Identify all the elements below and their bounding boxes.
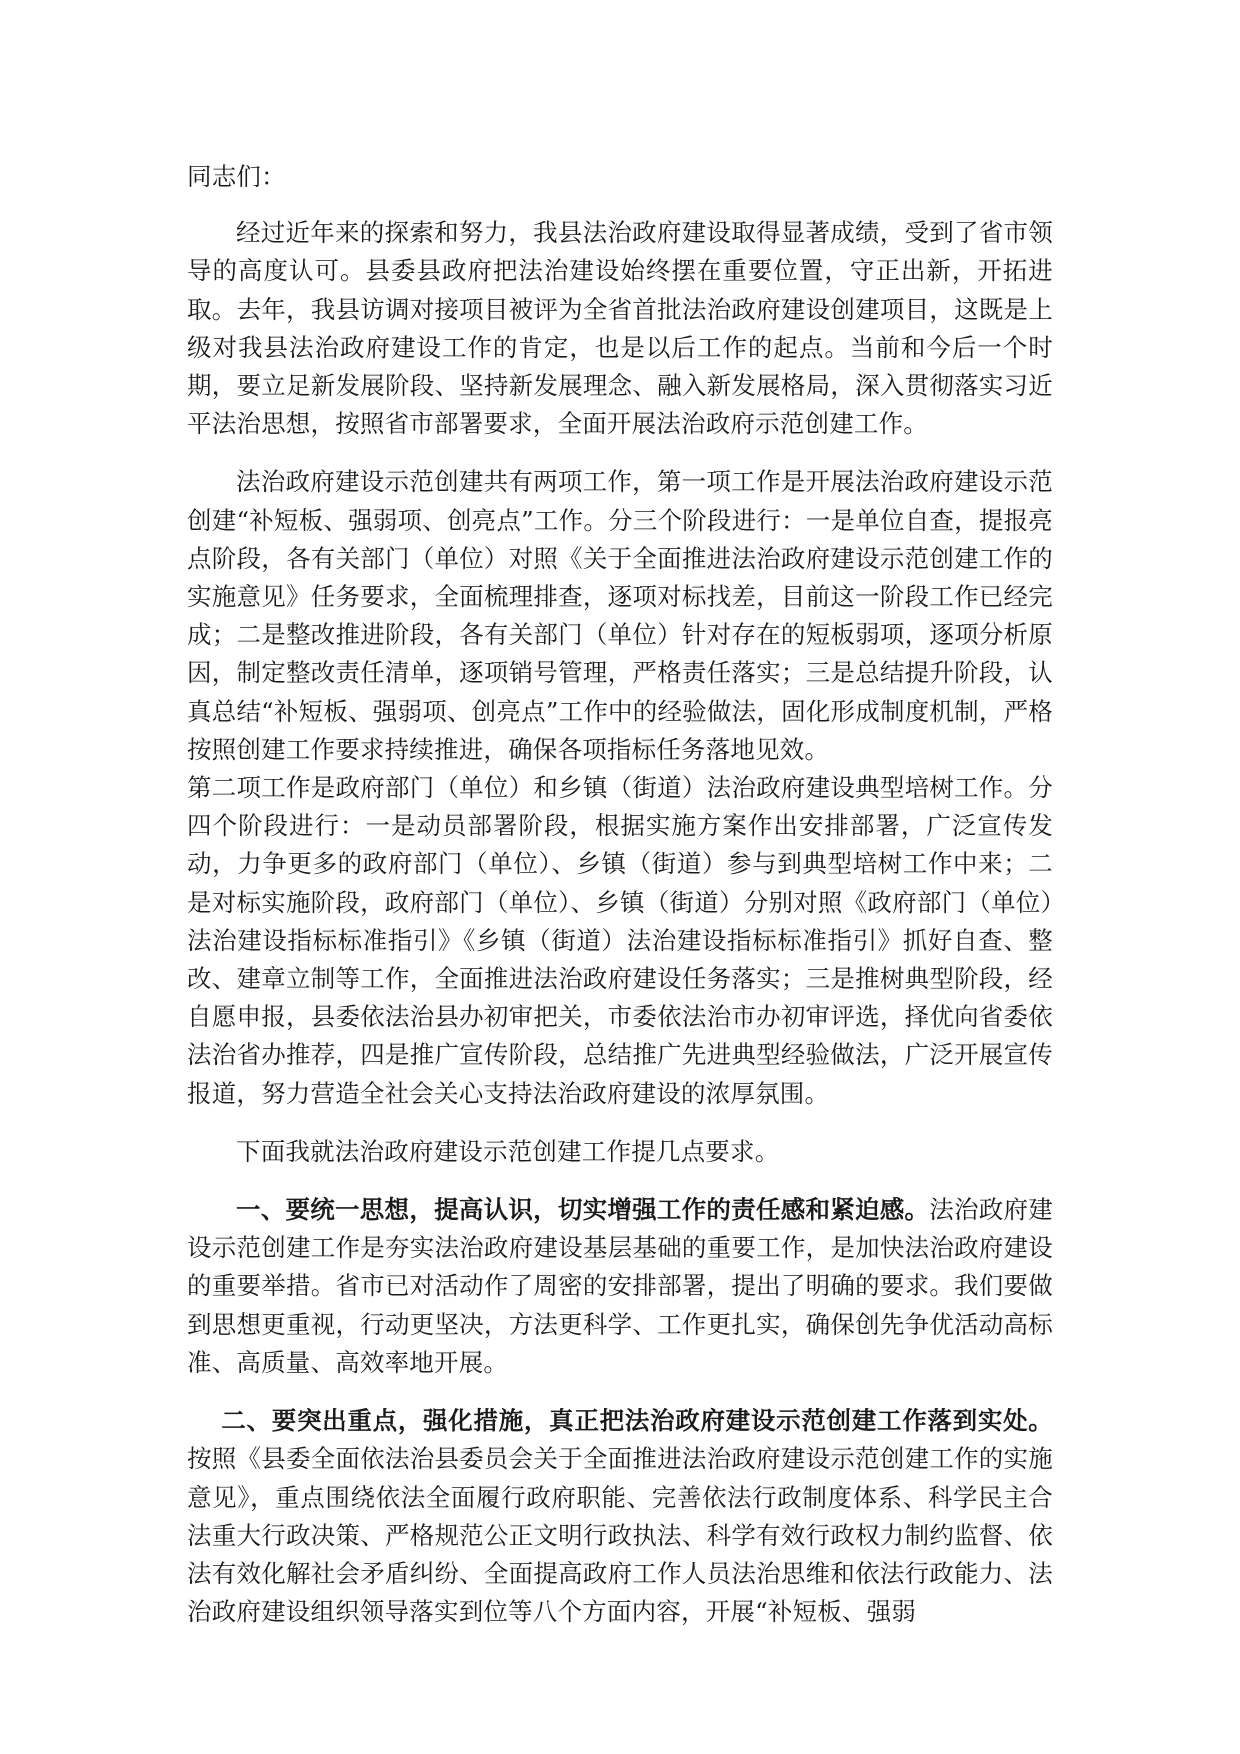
paragraph-text: 法治政府建设示范创建共有两项工作，第一项工作是开展法治政府建设示范创建“补短板、强弱项、创亮点”工作。分三个阶段进行：一是单位自查，提报亮点阶段，各有关部门（单位）对照《关于全面推进法治政府建设示范创建工作的实施意见》任务要求，全面梳理排查，逐项对标找差，目前这一阶段工作已经完成；二是整改推进阶段，各有关部门（单位）针对存在的短板弱项，逐项分析原因，制定整改责任清单，逐项销号管理，严格责任落实；三是总结提升阶段，认真总结“补短板、强弱项、创亮点”工作中的经验做法，固化形成制度机制，严格按照创建工作要求持续推进，确保各项指标任务落地见效。 (187, 467, 1053, 764)
paragraph-requirements-intro (187, 1133, 1053, 1171)
document-page (187, 158, 1053, 1631)
paragraph-text: 下面我就法治政府建设示范创建工作提几点要求。 (236, 1136, 780, 1166)
section-heading: 二、要突出重点，强化措施，真正把法治政府建设示范创建工作落到实处。 (221, 1406, 1053, 1436)
paragraph-text: 经过近年来的探索和努力，我县法治政府建设取得显著成绩，受到了省市领导的高度认可。县委县政府把法治建设始终摆在重要位置，守正出新，开拓进取。去年，我县访调对接项目被评为全省首批法治政府建设创建项目，这既是上级对我县法治政府建设工作的肯定，也是以后工作的起点。当前和今后一个时期，要立足新发展阶段、坚持新发展理念、融入新发展格局，深入贯彻落实习近平法治思想，按照省市部署要求，全面开展法治政府示范创建工作。 (187, 218, 1053, 439)
paragraph-second-task (187, 769, 1053, 1113)
paragraph-text: 法治政府建设示范创建工作是夯实法治政府建设基层基础的重要工作，是加快法治政府建设的重要举措。省市已对活动作了周密的安排部署，提出了明确的要求。我们要做到思想更重视，行动更坚决，方法更科学、工作更扎实，确保创先争优活动高标准、高质量、高效率地开展。 (187, 1195, 1054, 1377)
salutation: 同志们： (187, 162, 286, 191)
paragraph-intro (187, 214, 1053, 443)
paragraph-text: 按照《县委全面依法治县委员会关于全面推进法治政府建设示范创建工作的实施意见》，重点围绕依法全面履行政府职能、完善依法行政制度体系、科学民主合法重大行政决策、严格规范公正文明行政执法、科学有效行政权力制约监督、依法有效化解社会矛盾纠纷、全面提高政府工作人员法治思维和依法行政能力、法治政府建设组织领导落实到位等八个方面内容，开展“补短板、强弱 (187, 1444, 1053, 1627)
section-heading: 一、要统一思想，提高认识，切实增强工作的责任感和紧迫感。 (236, 1195, 930, 1225)
paragraph-text: 第二项工作是政府部门（单位）和乡镇（街道）法治政府建设典型培树工作。分四个阶段进行：一是动员部署阶段，根据实施方案作出安排部署，广泛宣传发动，力争更多的政府部门（单位）、乡镇（街道）参与到典型培树工作中来；二是对标实施阶段，政府部门（单位）、乡镇（街道）分别对照《政府部门（单位）法治建设指标标准指引》《乡镇（街道）法治建设指标标准指引》抓好自查、整改、建章立制等工作，全面推进法治政府建设任务落实；三是推树典型阶段，经自愿申报，县委依法治县办初审把关，市委依法治市办初审评选，择优向省委依法治省办推荐，四是推广宣传阶段，总结推广先进典型经验做法，广泛开展宣传报道，努力营造全社会关心支持法治政府建设的浓厚氛围。 (187, 773, 1053, 1108)
paragraph-requirement-2 (187, 1402, 1053, 1631)
paragraph-requirement-1 (187, 1191, 1053, 1382)
paragraph-first-task (187, 463, 1053, 769)
